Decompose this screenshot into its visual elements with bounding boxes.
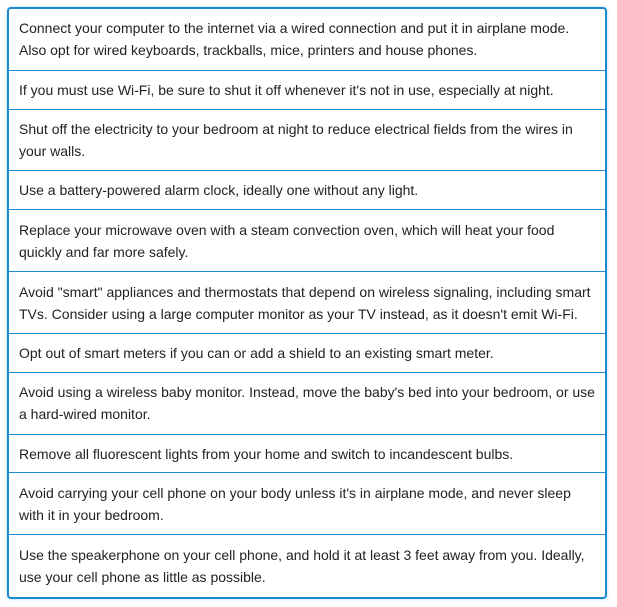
tip-row	[9, 171, 605, 210]
tip-text: Connect your computer to the internet via a wired connection and put it in airplane mode. Also opt for wired keyboards, trackballs, mice, printers and house phones.	[19, 20, 570, 59]
tip-text: Use a battery-powered alarm clock, ideally one without any light.	[19, 182, 419, 199]
tip-text: Replace your microwave oven with a steam convection oven, which will heat your food quickly and far more safely.	[19, 221, 555, 260]
tip-text: Avoid "smart" appliances and thermostats that depend on wireless signaling, including smart TVs. Consider using a large computer monitor as your TV instead, as it doesn't emit Wi-Fi.	[19, 283, 591, 322]
tip-row	[9, 9, 605, 71]
tip-row	[9, 473, 605, 535]
tip-text: Avoid carrying your cell phone on your body unless it's in airplane mode, and never sleep with it in your bedroom.	[19, 484, 571, 523]
tip-row	[9, 435, 605, 474]
tip-row	[9, 110, 605, 172]
tip-row	[9, 373, 605, 435]
tip-text: If you must use Wi-Fi, be sure to shut it off whenever it's not in use, especially at night.	[19, 81, 554, 98]
tip-row	[9, 535, 605, 597]
tip-text: Remove all fluorescent lights from your home and switch to incandescent bulbs.	[19, 445, 514, 462]
tip-text: Use the speakerphone on your cell phone, and hold it at least 3 feet away from you. Ideally, use your cell phone as little as possible.	[19, 547, 585, 586]
tip-text: Shut off the electricity to your bedroom at night to reduce electrical fields from the wires in your walls.	[19, 121, 573, 160]
tip-row	[9, 272, 605, 334]
tip-text: Opt out of smart meters if you can or add a shield to an existing smart meter.	[19, 344, 494, 361]
tip-row	[9, 71, 605, 110]
tip-text: Avoid using a wireless baby monitor. Instead, move the baby's bed into your bedroom, or use a hard-wired monitor.	[19, 384, 595, 423]
tip-row	[9, 210, 605, 272]
tip-row	[9, 334, 605, 373]
tips-table	[7, 7, 607, 599]
